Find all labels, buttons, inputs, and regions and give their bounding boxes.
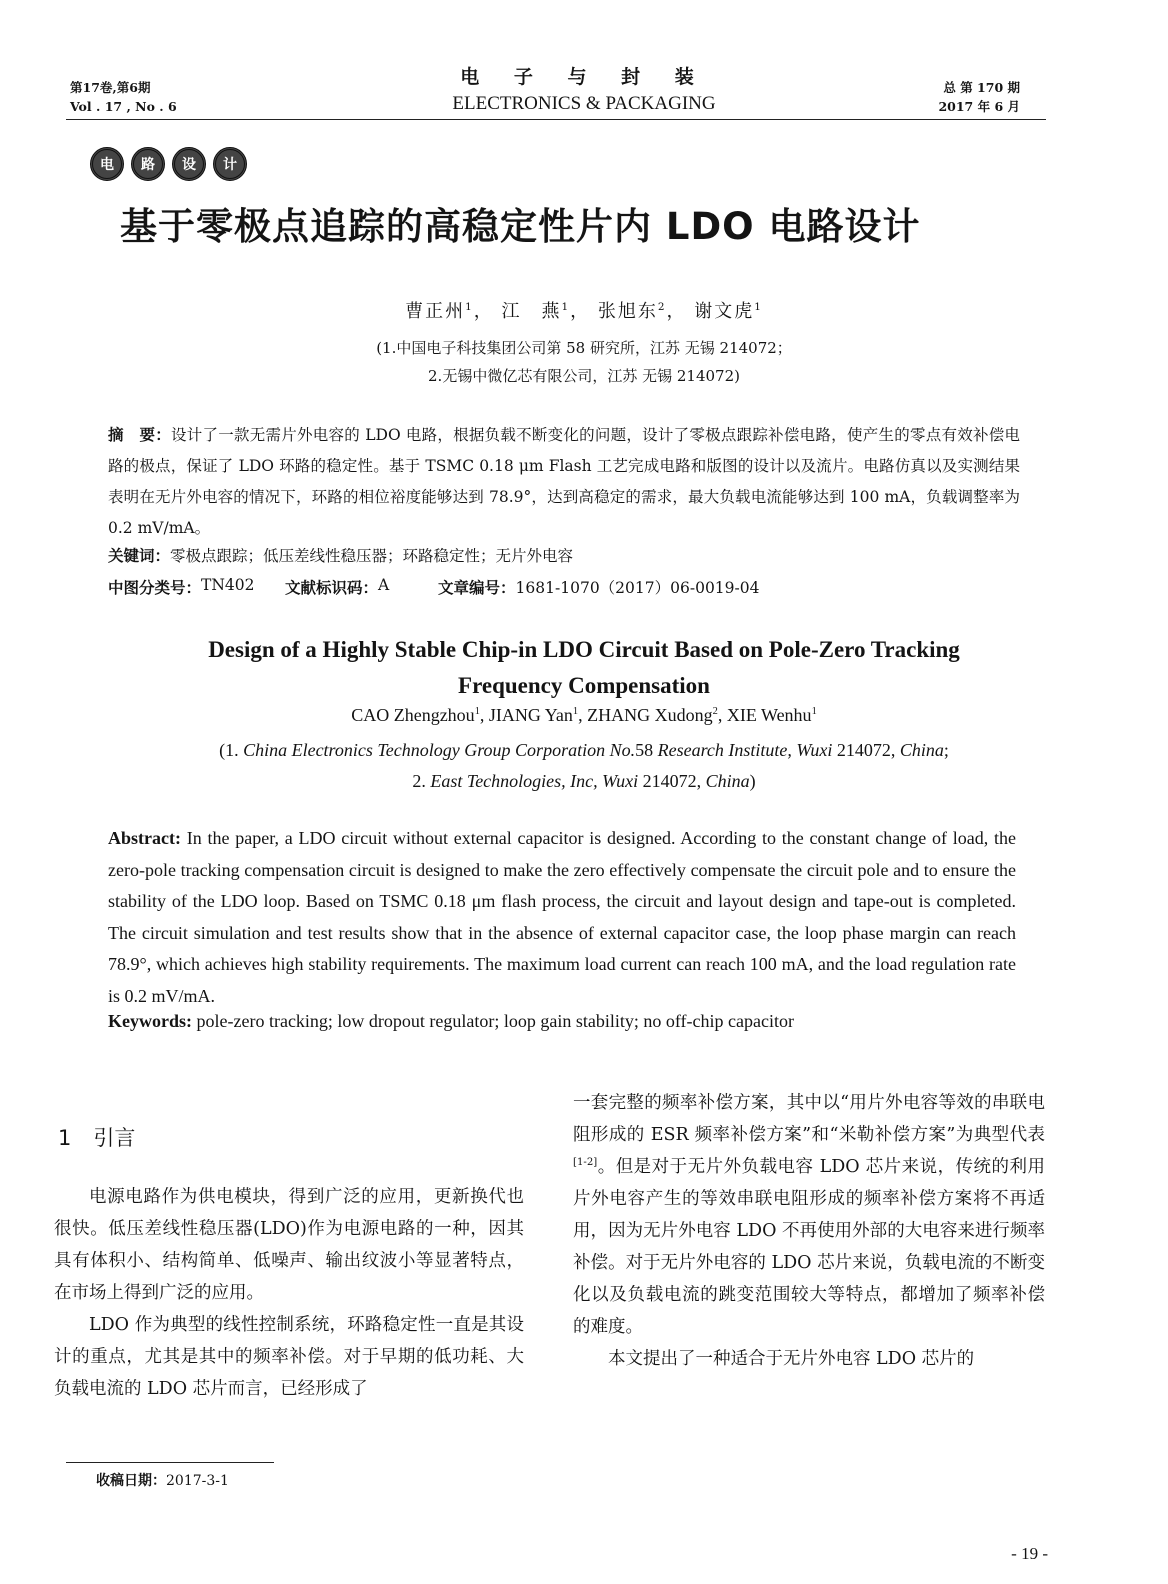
author-affiliation-mark: 2: [712, 706, 718, 717]
author-name: 张旭东: [597, 301, 658, 322]
article-number: 1681-1070（2017）06-0019-04: [515, 579, 760, 597]
affiliations-en: [0, 735, 1168, 797]
affiliation-zip: 214072,: [832, 740, 900, 760]
citation-ref: [1-2]: [573, 1157, 598, 1169]
paragraph-text: 。但是对于无片外负载电容 LDO 芯片来说，传统的利用片外电容产生的等效串联电阻形成的频率补偿方案将不再适用，因为无片外电容 LDO 不再使用外部的大电容来进行频率补偿。对于无片外电容的 LDO 芯片来说，负载电流的不断变化以及负载电流的跳变范围较大等特点，都增加了频率补偿的难度。: [573, 1157, 1045, 1337]
author-affiliation-mark: 1: [754, 301, 763, 313]
author-affiliation-mark: 1: [572, 706, 579, 717]
body-paragraph: LDO 作为典型的线性控制系统，环路稳定性一直是其设计的重点，尤其是其中的频率补偿。对于早期的低功耗、大负载电流的 LDO 芯片而言，已经形成了: [54, 1315, 524, 1399]
paper-title-cn: 基于零极点追踪的高稳定性片内 LDO 电路设计: [120, 205, 921, 248]
author-name: 江 燕: [501, 301, 562, 322]
authors-en: [0, 705, 1168, 726]
abstract-en: [108, 823, 1016, 1012]
body-paragraph: [573, 1087, 1045, 1343]
keywords-cn-text: 零极点跟踪；低压差线性稳压器；环路稳定性；无片外电容: [170, 547, 574, 565]
author-affiliation-mark: 1: [561, 301, 571, 313]
article-number-label: 文章编号：: [438, 579, 516, 597]
author-affiliation-mark: 2: [657, 301, 667, 313]
author-separator: ，: [570, 301, 591, 322]
affiliation-prefix: (1.: [219, 740, 244, 760]
abstract-cn-label: 摘 要：: [108, 426, 172, 444]
section-title: 引言: [93, 1126, 136, 1150]
affiliation-line: (1.中国电子科技集团公司第 58 研究所，江苏 无锡 214072；: [376, 339, 792, 357]
author-separator: ,: [717, 705, 727, 725]
author-affiliation-mark: 1: [811, 706, 817, 717]
clc-code: TN402: [201, 576, 255, 594]
page-number: - 19 -: [1011, 1544, 1048, 1563]
author-affiliation-mark: 1: [474, 706, 480, 717]
affiliation-org: East Technologies, Inc, Wuxi: [430, 771, 639, 791]
column-badge: [90, 147, 247, 181]
column-badge-char: 路: [131, 147, 165, 181]
body-paragraph: 电源电路作为供电模块，得到广泛的应用，更新换代也很快。低压差线性稳压器(LDO)作为电源电路的一种，因其具有体积小、结构简单、低噪声、输出纹波小等显著特点，在市场上得到广泛的应用。: [54, 1187, 524, 1303]
author-separator: ，: [666, 301, 687, 322]
body-paragraph: 本文提出了一种适合于无片外电容 LDO 芯片的: [608, 1349, 975, 1369]
author-separator: ，: [473, 301, 494, 322]
paragraph-text: 一套完整的频率补偿方案，其中以“用片外电容等效的串联电阻形成的 ESR 频率补偿方案”和“米勒补偿方案”为典型代表: [573, 1093, 1045, 1145]
author-separator: ,: [479, 705, 489, 725]
affiliation-line: 2.无锡中微亿芯有限公司，江苏 无锡 214072): [428, 367, 740, 385]
journal-name-en: ELECTRONICS & PACKAGING: [452, 93, 716, 114]
author-name: XIE Wenhu: [726, 705, 812, 725]
journal-issue: [938, 78, 1020, 116]
received-date-footnote: [96, 1470, 229, 1490]
author-name: 曹正州: [405, 301, 466, 322]
volume-cn: 第17卷,第6期: [70, 80, 151, 95]
section-number: 1: [58, 1126, 72, 1150]
keywords-cn-label: 关键词：: [108, 547, 171, 565]
header-rule: [66, 119, 1046, 120]
author-name: CAO Zhengzhou: [351, 705, 475, 725]
volume-en: Vol . 17 , No . 6: [70, 99, 177, 114]
section-heading: [58, 1122, 135, 1152]
keywords-en-label: Keywords:: [108, 1011, 192, 1031]
abstract-cn: [108, 420, 1020, 544]
affiliations-cn: [0, 334, 1168, 390]
clc-label: 中图分类号：: [108, 579, 202, 597]
received-date: 2017-3-1: [166, 1473, 229, 1489]
journal-name: [384, 62, 784, 115]
author-affiliation-mark: 1: [465, 301, 474, 313]
doc-code-label: 文献标识码：: [285, 579, 379, 597]
body-column-left: [54, 1181, 524, 1405]
column-badge-char: 设: [172, 147, 206, 181]
affiliation-end: ): [749, 771, 756, 791]
classification-row: [108, 576, 760, 598]
received-date-label: 收稿日期：: [96, 1473, 166, 1489]
affiliation-end: ;: [943, 740, 949, 760]
keywords-en: [108, 1011, 1016, 1032]
affiliation-institute: Research Institute, Wuxi: [657, 740, 833, 760]
keywords-en-text: pole-zero tracking; low dropout regulator; loop gain stability; no off-chip capacitor: [196, 1011, 794, 1031]
abstract-en-label: Abstract:: [108, 828, 181, 848]
abstract-en-text: In the paper, a LDO circuit without external capacitor is designed. According to the constant change of load, the zero-pole tracking compensation circuit is designed to make the zero effectively compensate the circuit pole and to ensure the stability of the LDO loop. Based on TSMC 0.18 μm flash process, the circuit and layout design and tape-out is completed. The circuit simulation and test results show that in the absence of external capacitor case, the loop phase margin can reach 78.9°, which achieves high stability requirements. The maximum load current can reach 100 mA, and the load regulation rate is 0.2 mV/mA.: [108, 828, 1016, 1006]
issue-date: 2017 年 6 月: [938, 99, 1020, 114]
affiliation-prefix: 2.: [412, 771, 431, 791]
affiliation-country: China: [899, 740, 944, 760]
keywords-cn: [108, 544, 573, 566]
paper-title-en-line: Design of a Highly Stable Chip-in LDO Circuit Based on Pole-Zero Tracking: [208, 637, 960, 662]
column-badge-char: 电: [90, 147, 124, 181]
author-name: JIANG Yan: [488, 705, 573, 725]
affiliation-line: [0, 735, 1168, 766]
paper-title-en-line: Frequency Compensation: [458, 673, 710, 698]
author-separator: ,: [578, 705, 588, 725]
authors-cn: [0, 297, 1168, 323]
author-name: ZHANG Xudong: [587, 705, 713, 725]
footnote-rule: [66, 1462, 274, 1463]
affiliation-country: China: [705, 771, 750, 791]
doc-code: A: [378, 576, 390, 594]
author-name: 谢文虎: [694, 301, 755, 322]
column-badge-char: 计: [213, 147, 247, 181]
journal-name-cn: 电 子 与 封 装: [460, 66, 708, 88]
affiliation-line: [0, 766, 1168, 797]
affiliation-org: China Electronics Technology Group Corporation No.: [243, 740, 636, 760]
affiliation-number: 58: [635, 740, 658, 760]
body-column-right: [573, 1087, 1045, 1375]
issue-total: 总 第 170 期: [943, 80, 1020, 95]
paper-title-en: [0, 632, 1168, 704]
journal-volume: [70, 78, 177, 116]
abstract-cn-text: 设计了一款无需片外电容的 LDO 电路，根据负载不断变化的问题，设计了零极点跟踪补偿电路，使产生的零点有效补偿电路的极点，保证了 LDO 环路的稳定性。基于 TSMC 0.18 μm Flash 工艺完成电路和版图的设计以及流片。电路仿真以及实测结果表明在无片外电容的情况下，环路的相位裕度能够达到 78.9°，达到高稳定的需求，最大负载电流能够达到 100 mA，负载调整率为 0.2 mV/mA。: [108, 426, 1020, 537]
affiliation-zip: 214072,: [638, 771, 706, 791]
